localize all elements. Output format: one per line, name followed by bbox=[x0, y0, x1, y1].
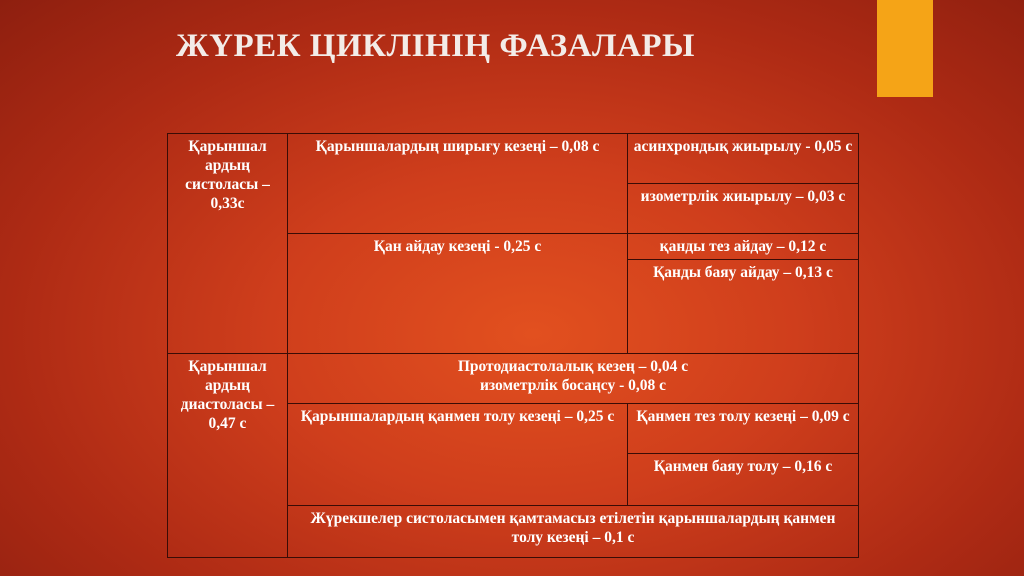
slide-title: ЖҮРЕК ЦИКЛІНІҢ ФАЗАЛАРЫ bbox=[176, 28, 695, 64]
slow-filling-cell: Қанмен баяу толу – 0,16 с bbox=[628, 454, 859, 506]
protodiastolic-cell bbox=[288, 354, 859, 404]
slow-ejection-cell: Қанды баяу айдау – 0,13 с bbox=[628, 260, 859, 354]
accent-bar bbox=[877, 0, 933, 97]
diastole-label: Қарыншал ардың диастоласы – 0,47 с bbox=[168, 354, 288, 558]
ejection-period-cell: Қан айдау кезеңі - 0,25 с bbox=[288, 234, 628, 354]
isometric-contraction-cell: изометрлік жиырылу – 0,03 с bbox=[628, 184, 859, 234]
fast-ejection-cell: қанды тез айдау – 0,12 с bbox=[628, 234, 859, 260]
protodiastolic-line-1: Протодиастолалық кезең – 0,04 с bbox=[457, 358, 689, 375]
protodiastolic-line-2: изометрлік босаңсу - 0,08 с bbox=[479, 377, 667, 394]
filling-period-cell: Қарыншалардың қанмен толу кезеңі – 0,25 с bbox=[288, 404, 628, 506]
atrial-filling-cell: Жүрекшелер систоласымен қамтамасыз етілетін қарыншалардың қанмен толу кезеңі – 0,1 с bbox=[288, 506, 859, 558]
fast-filling-cell: Қанмен тез толу кезеңі – 0,09 с bbox=[628, 404, 859, 454]
tension-period-cell: Қарыншалардың ширығу кезеңі – 0,08 с bbox=[288, 134, 628, 234]
cardiac-cycle-table bbox=[167, 133, 859, 558]
async-contraction-cell: асинхрондық жиырылу - 0,05 с bbox=[628, 134, 859, 184]
systole-label: Қарыншал ардың систоласы – 0,33с bbox=[168, 134, 288, 354]
